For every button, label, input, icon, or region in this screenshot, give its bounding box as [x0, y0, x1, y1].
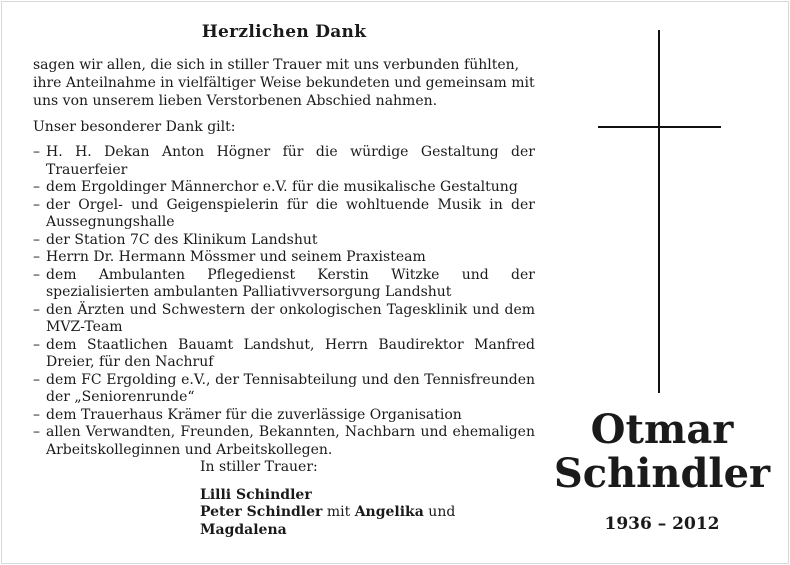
- connector-text: mit: [326, 504, 351, 520]
- mourner-name: Magdalena: [200, 521, 287, 538]
- deceased-first-name: Otmar: [590, 406, 734, 453]
- thanks-text: dem Ambulanten Pflegedienst Kerstin Witzke und der spezialisierten ambulanten Palliativversorgung Landshut: [46, 266, 535, 300]
- list-item: [33, 372, 535, 407]
- list-item: [33, 144, 535, 179]
- thanks-column: [33, 22, 535, 539]
- list-item: [33, 337, 535, 372]
- list-item: [33, 249, 535, 267]
- thanks-text: allen Verwandten, Freunden, Bekannten, Nachbarn und ehemaligen Arbeitskolleginnen und Arbeitskollegen.: [46, 424, 535, 458]
- dash-bullet: –: [33, 179, 40, 195]
- thanks-text: dem Ergoldinger Männerchor e.V. für die musikalische Gestaltung: [46, 179, 518, 195]
- dash-bullet: –: [33, 371, 40, 388]
- thanks-text: der Orgel- und Geigenspielerin für die wohltuende Musik in der Aussegnungshalle: [46, 196, 535, 230]
- dash-bullet: –: [33, 144, 40, 160]
- dash-bullet: –: [33, 406, 40, 423]
- dash-bullet: –: [33, 336, 40, 353]
- notice-title: Herzlichen Dank: [201, 22, 367, 42]
- thanks-text: der Station 7C des Klinikum Landshut: [46, 231, 318, 248]
- thanks-text: Herrn Dr. Hermann Mössmer und seinem Praxisteam: [46, 249, 426, 265]
- list-item: [33, 407, 535, 425]
- dash-bullet: –: [33, 231, 40, 248]
- dash-bullet: –: [33, 301, 40, 318]
- connector-text: und: [428, 504, 456, 520]
- intro-paragraph: sagen wir allen, die sich in stiller Trauer mit uns verbunden fühlten, ihre Anteilnahme in vielfältiger Weise bekundeten und gemeinsam mit uns von unserem lieben Verstorbenen Abschied nahmen.: [33, 57, 535, 109]
- list-item: [33, 232, 535, 250]
- cross-vertical-beam: [658, 30, 660, 393]
- mourners-intro: In stiller Trauer:: [200, 459, 318, 475]
- list-item: [33, 424, 535, 459]
- deceased-last-name: Schindler: [553, 450, 771, 497]
- life-years: 1936 – 2012: [604, 514, 720, 534]
- thanks-list: [33, 144, 535, 459]
- dash-bullet: –: [33, 249, 40, 265]
- list-item: [33, 302, 535, 337]
- cross-horizontal-beam: [598, 126, 721, 128]
- mourner-family-line: [200, 504, 535, 539]
- dash-bullet: –: [33, 266, 40, 283]
- mourner-name: Peter Schindler: [200, 504, 323, 520]
- mourner-name: Angelika: [354, 504, 424, 520]
- mourners-block: [200, 459, 535, 539]
- special-thanks-heading: Unser besonderer Dank gilt:: [33, 119, 236, 135]
- dash-bullet: –: [33, 424, 40, 440]
- list-item: [33, 267, 535, 302]
- thanks-text: dem Staatlichen Bauamt Landshut, Herrn Baudirektor Manfred Dreier, für den Nachruf: [46, 336, 535, 370]
- deceased-block: [548, 408, 776, 534]
- thanks-text: dem Trauerhaus Krämer für die zuverlässige Organisation: [46, 406, 462, 423]
- list-item: [33, 179, 535, 197]
- thanks-text: dem FC Ergolding e.V., der Tennisabteilung und den Tennisfreunden der „Seniorenrunde“: [46, 371, 535, 405]
- thanks-text: den Ärzten und Schwestern der onkologischen Tagesklinik und dem MVZ-Team: [46, 301, 535, 335]
- mourner-name: Lilli Schindler: [200, 486, 312, 503]
- thanks-text: H. H. Dekan Anton Högner für die würdige Gestaltung der Trauerfeier: [46, 144, 535, 178]
- list-item: [33, 197, 535, 232]
- dash-bullet: –: [33, 196, 40, 213]
